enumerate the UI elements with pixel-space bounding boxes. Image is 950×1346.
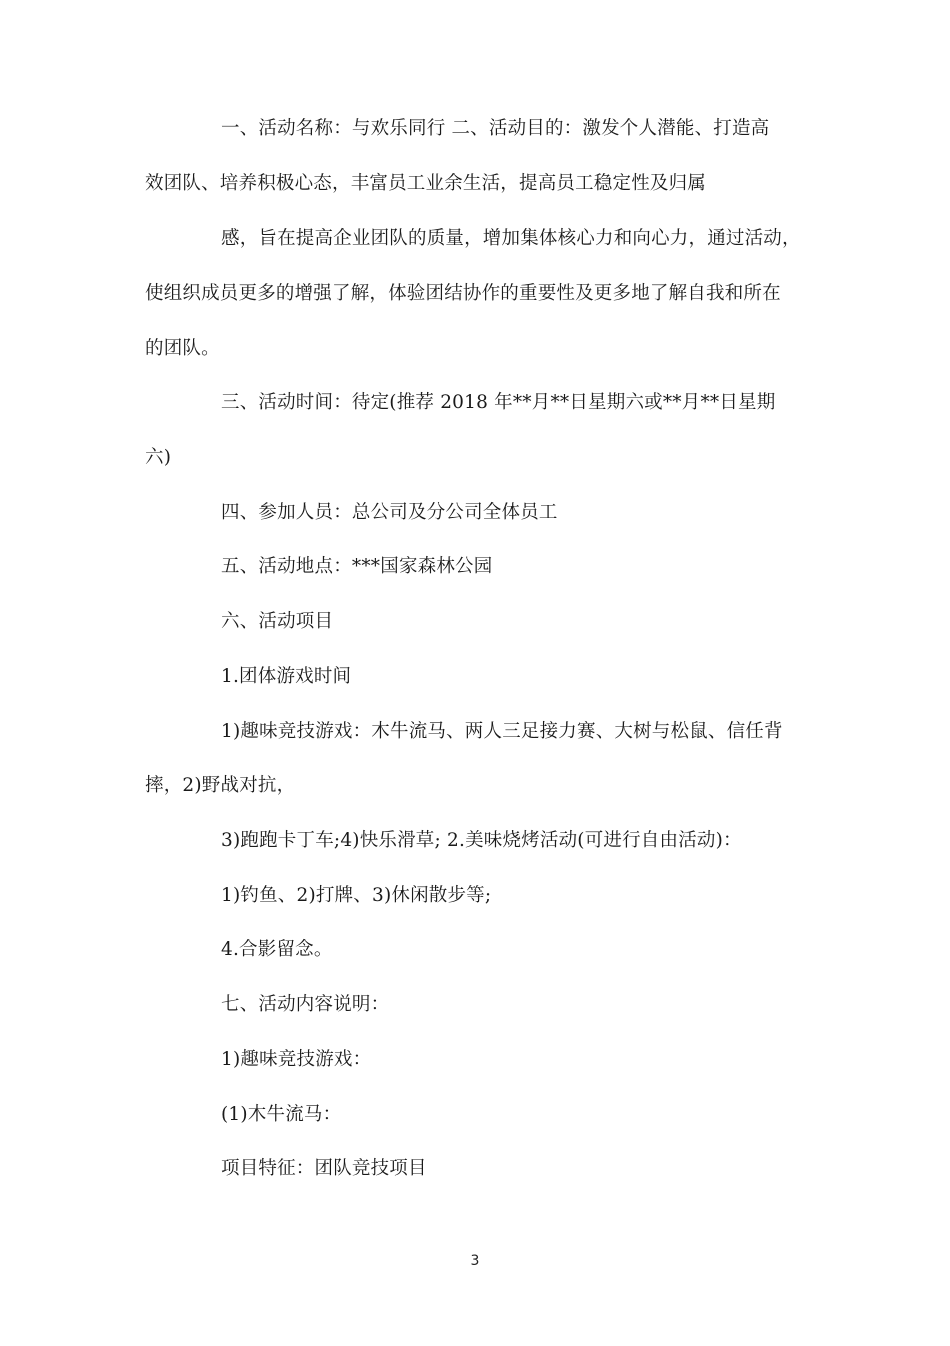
text-line: 1.团体游戏时间 bbox=[221, 666, 352, 687]
text-line: 效团队、培养积极心态，丰富员工业余生活，提高员工稳定性及归属 bbox=[145, 173, 707, 194]
text-line: 七、活动内容说明： bbox=[221, 994, 390, 1015]
text-line: 1)趣味竞技游戏：木牛流马、两人三足接力赛、大树与松鼠、信任背 bbox=[221, 721, 783, 742]
text-line: 三、活动时间：待定(推荐 2018 年**月**日星期六或**月**日星期 bbox=[221, 392, 776, 413]
text-line: 六、活动项目 bbox=[221, 611, 334, 632]
text-line: 1)钓鱼、2)打牌、3)休闲散步等; bbox=[221, 885, 492, 906]
text-line: 摔，2)野战对抗， bbox=[145, 775, 296, 796]
text-line: 的团队。 bbox=[145, 338, 220, 359]
text-line: (1)木牛流马： bbox=[221, 1104, 342, 1125]
text-line: 四、参加人员：总公司及分公司全体员工 bbox=[221, 502, 558, 523]
text-line: 六) bbox=[145, 447, 172, 468]
text-line: 一、活动名称：与欢乐同行 二、活动目的：激发个人潜能、打造高 bbox=[221, 118, 770, 139]
text-line: 1)趣味竞技游戏： bbox=[221, 1049, 372, 1070]
text-line: 感，旨在提高企业团队的质量，增加集体核心力和向心力，通过活动， bbox=[221, 228, 801, 249]
text-line: 4.合影留念。 bbox=[221, 939, 333, 960]
text-line: 使组织成员更多的增强了解，体验团结协作的重要性及更多地了解自我和所在 bbox=[145, 283, 781, 304]
text-line: 3)跑跑卡丁车;4)快乐滑草; 2.美味烧烤活动(可进行自由活动)： bbox=[221, 830, 742, 851]
text-line: 项目特征：团队竞技项目 bbox=[221, 1158, 427, 1179]
text-line: 五、活动地点：***国家森林公园 bbox=[221, 556, 493, 577]
page-number: 3 bbox=[470, 1253, 480, 1269]
